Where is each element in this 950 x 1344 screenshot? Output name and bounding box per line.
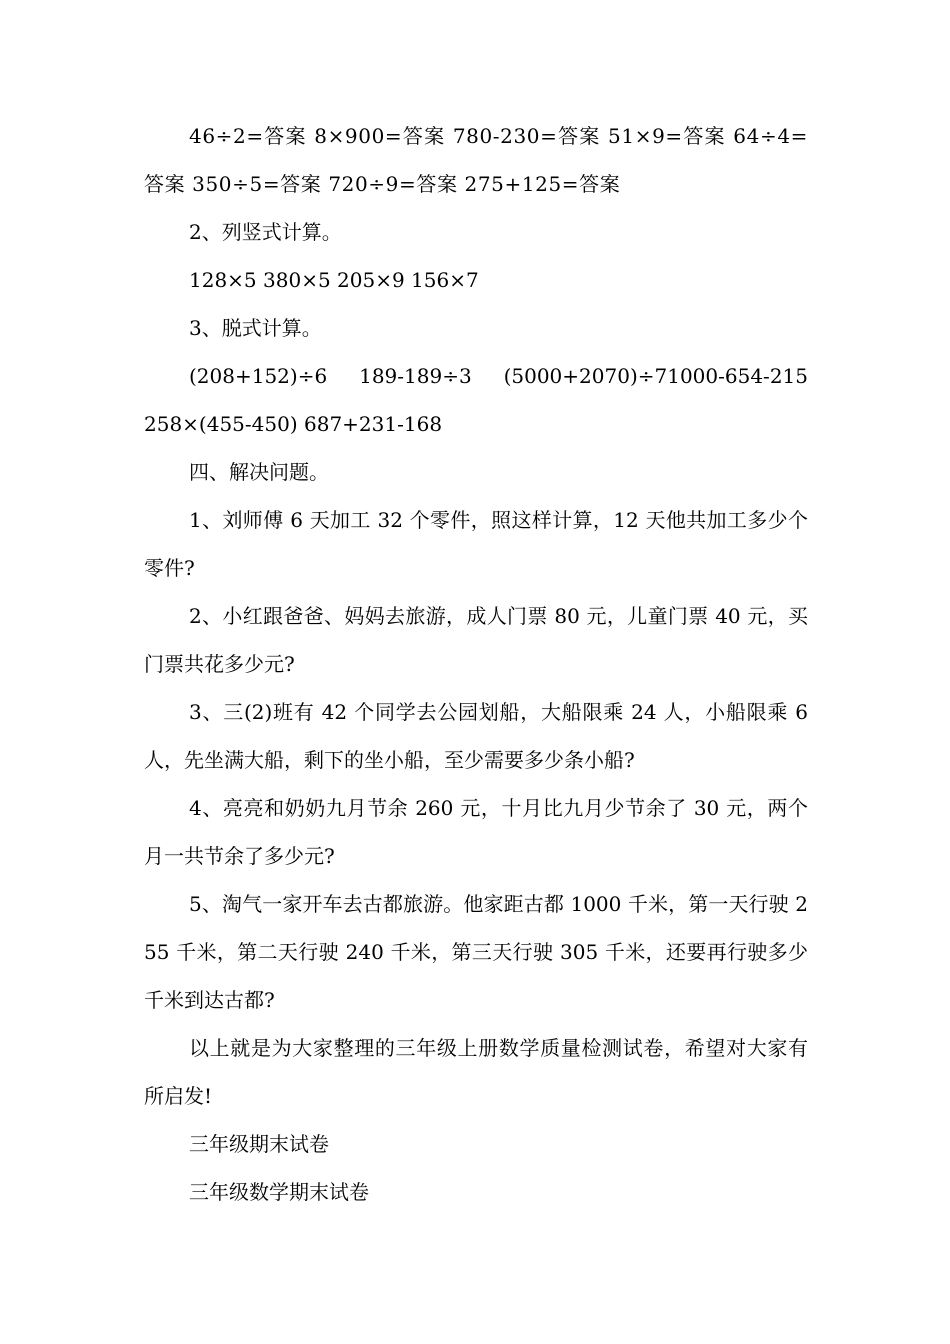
related-link-2: 三年级数学期末试卷 [189,1180,369,1204]
word-problem-5: 5、淘气一家开车去古都旅游。他家距古都 1000 千米，第一天行驶 255 千米，第二天行驶 240 千米，第三天行驶 305 千米，还要再行驶多少千米到达古都? [144,892,808,1012]
word-problem-3: 3、三(2)班有 42 个同学去公园划船，大船限乘 24 人，小船限乘 6 人，先坐满大船，剩下的坐小船，至少需要多少条小船? [144,700,808,772]
document-body [144,112,828,1216]
section-vertical-calc-heading: 2、列竖式计算。 [189,220,342,244]
section-problem-solving-heading: 四、解决问题。 [189,460,329,484]
section-stepwise-calc-heading: 3、脱式计算。 [189,316,322,340]
stepwise-calc-problems: (208+152)÷6 189-189÷3 (5000+2070)÷71000-654-215 258×(455-450) 687+231-168 [144,364,828,436]
word-problem-4: 4、亮亮和奶奶九月节余 260 元，十月比九月少节余了 30 元，两个月一共节余了多少元? [144,796,808,868]
word-problem-2: 2、小红跟爸爸、妈妈去旅游，成人门票 80 元，儿童门票 40 元，买门票共花多少元? [144,604,808,676]
word-problem-1: 1、刘师傅 6 天加工 32 个零件，照这样计算，12 天他共加工多少个零件? [144,508,808,580]
vertical-calc-problems: 128×5 380×5 205×9 156×7 [189,268,479,292]
closing-remark: 以上就是为大家整理的三年级上册数学质量检测试卷，希望对大家有所启发! [144,1036,808,1108]
related-link-1: 三年级期末试卷 [189,1132,329,1156]
calc-answers-line: 46÷2=答案 8×900=答案 780-230=答案 51×9=答案 64÷4=答案 350÷5=答案 720÷9=答案 275+125=答案 [144,124,808,196]
